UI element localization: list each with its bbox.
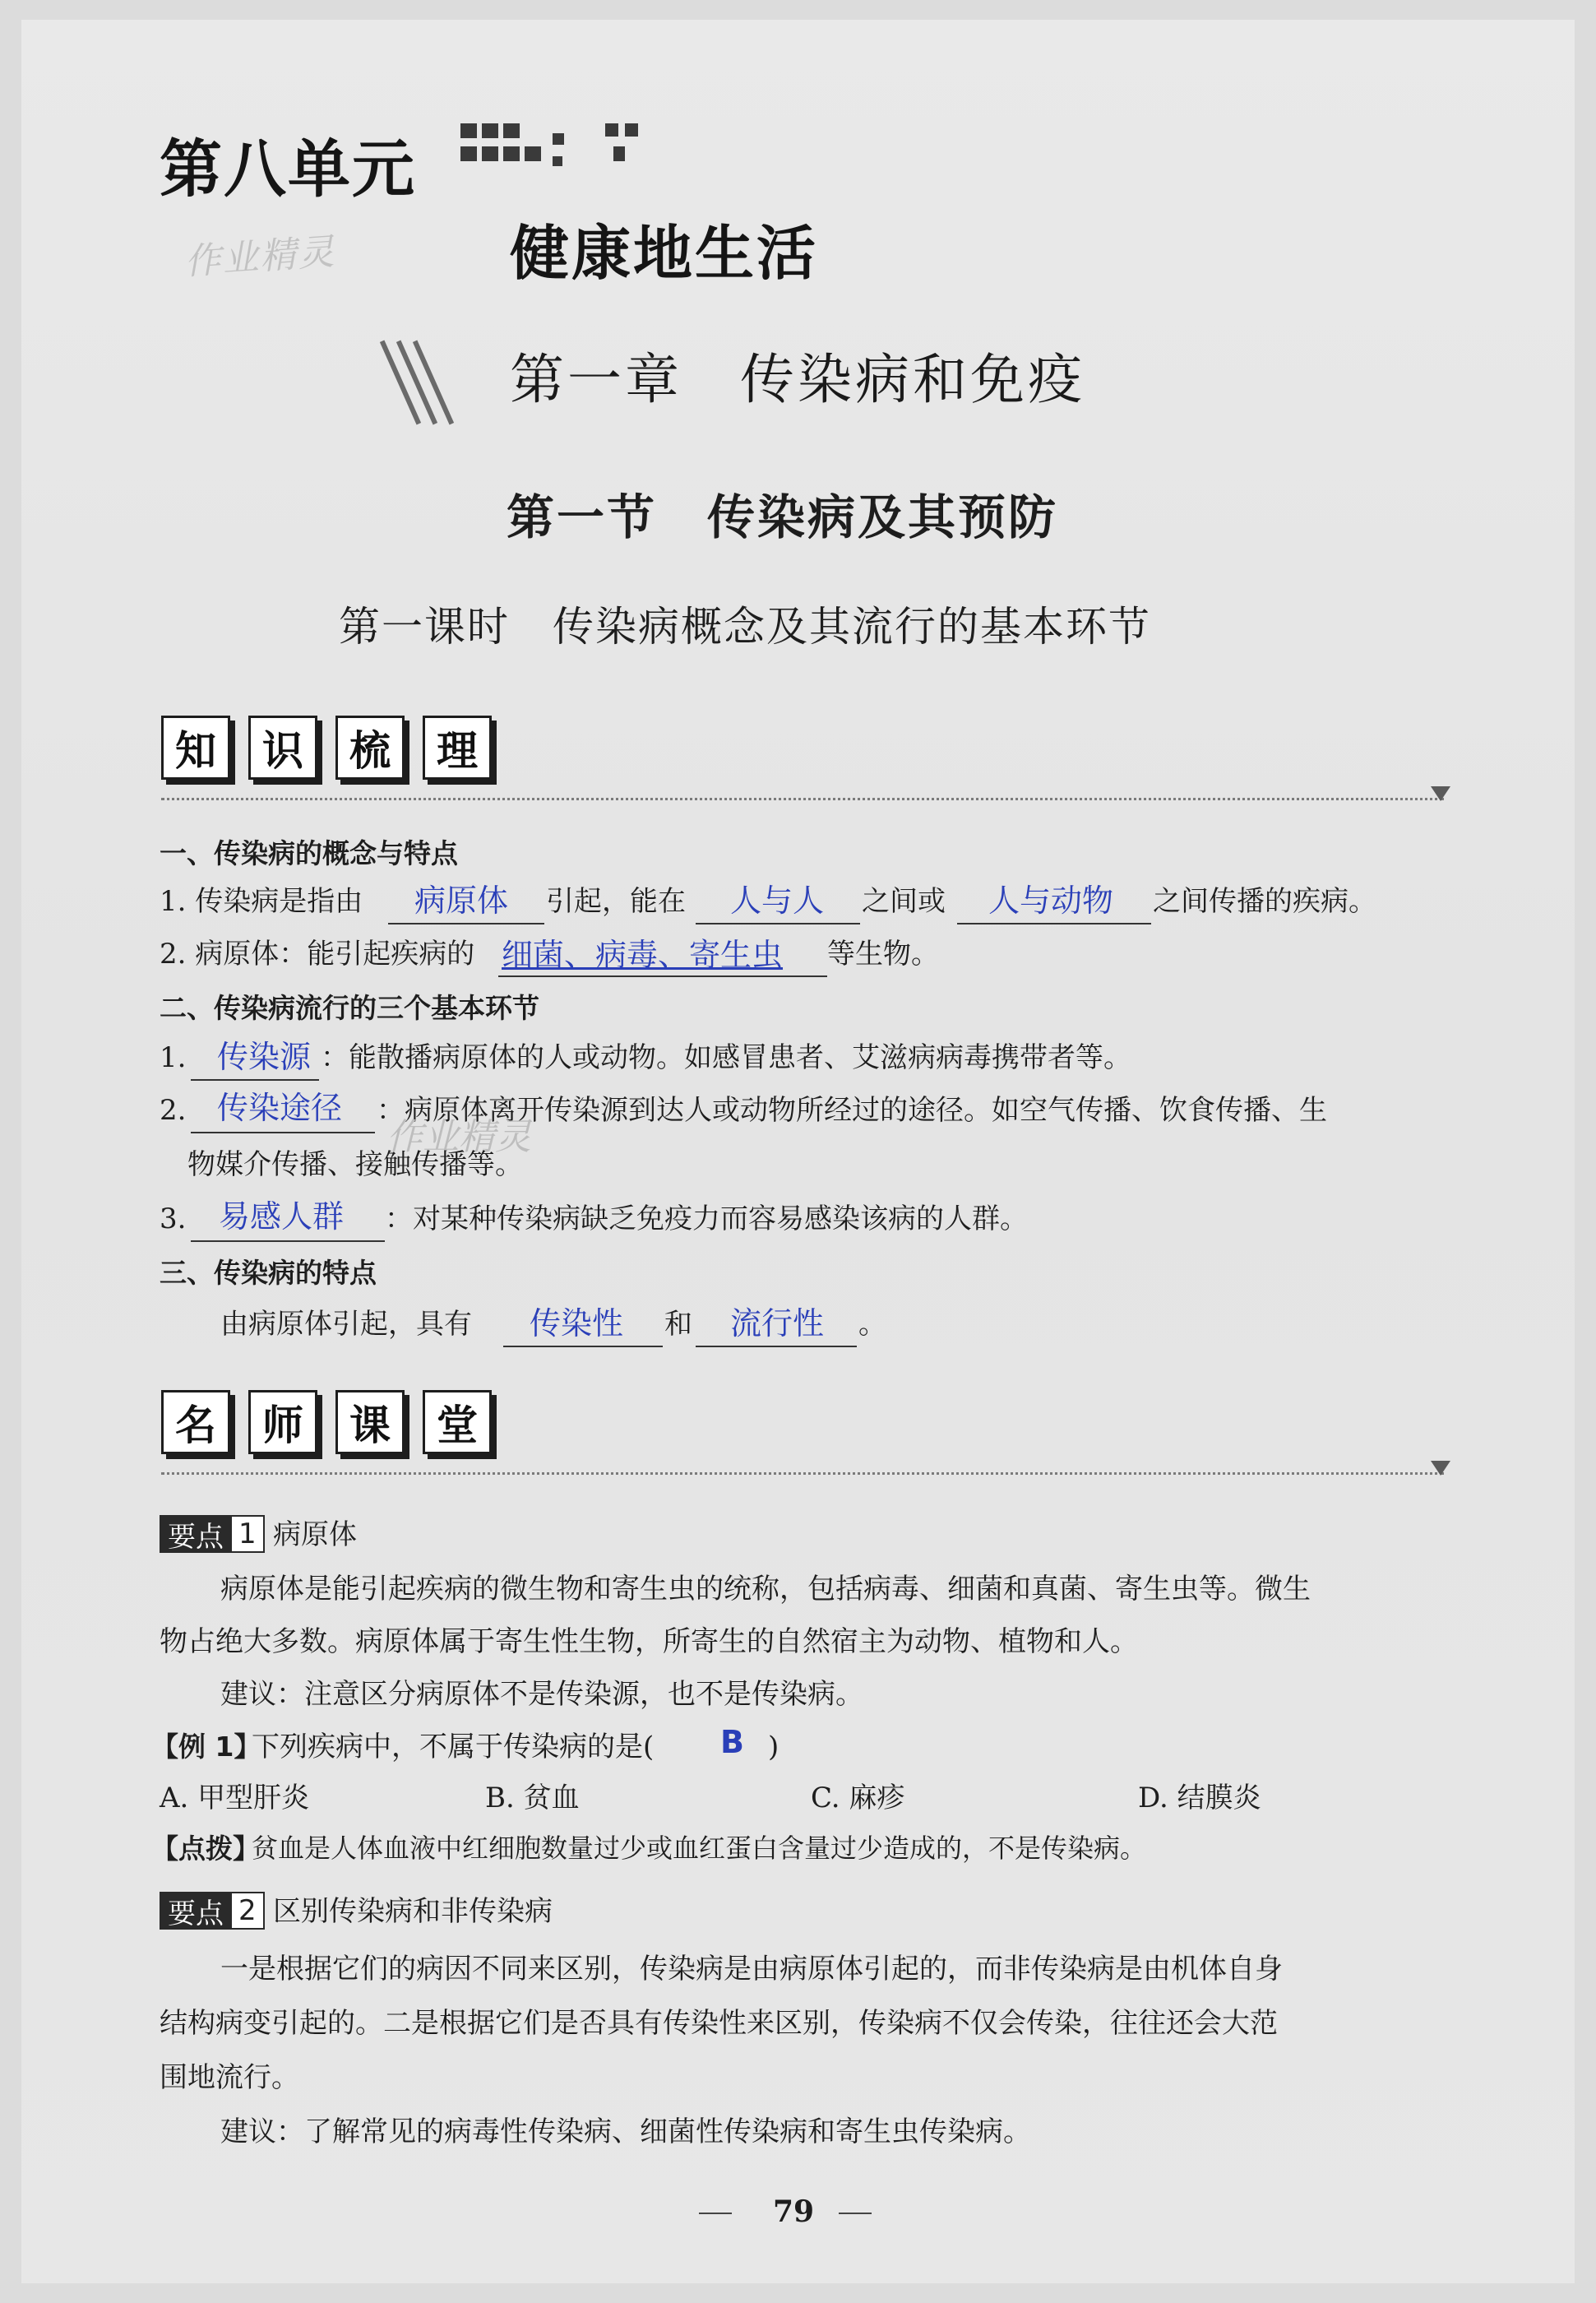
knowledge-review-heading: [161, 716, 492, 780]
answer-blank: [957, 923, 1151, 924]
option-c: C. 麻疹: [811, 1782, 905, 1814]
answer-blank: [696, 1346, 857, 1347]
line-5-text: ：对某种传染病缺乏免疫力而容易感染该病的人群。: [385, 1202, 1028, 1235]
answer-infectious: 传染性: [530, 1305, 624, 1341]
line-1-c: 之间或: [862, 885, 946, 918]
line-6-a: 由病原体引起，具有: [220, 1308, 472, 1341]
answer-human-human: 人与人: [730, 883, 825, 919]
answer-susceptible: 易感人群: [219, 1198, 345, 1235]
key-point-2-para-3: 围地流行。: [160, 2061, 299, 2094]
line-2-a: 2. 病原体：能引起疾病的: [160, 938, 475, 971]
subheading-2: 二、传染病流行的三个基本环节: [160, 992, 539, 1024]
line-6-b: 和: [664, 1308, 692, 1341]
key-point-label: 要点: [160, 1515, 232, 1553]
key-point-2-title: 区别传染病和非传染病: [273, 1895, 553, 1928]
key-point-2-para-2: 结构病变引起的。二是根据它们是否具有传染性来区别，传染病不仅会传染，往往还会大范: [160, 2007, 1278, 2040]
line-1-d: 之间传播的疾病。: [1153, 885, 1376, 918]
unit-title: 第八单元: [160, 132, 416, 206]
answer-blank: [498, 975, 827, 977]
page-number-dash: [839, 2213, 872, 2214]
heading-char: 理: [423, 716, 492, 780]
heading-char: 师: [248, 1390, 317, 1454]
chapter-title: 第一章 传染病和免疫: [510, 348, 1085, 411]
line-3-text: ：能散播病原体的人或动物。如感冒患者、艾滋病病毒携带者等。: [321, 1041, 1131, 1074]
hint-label: 【点拨】: [151, 1833, 260, 1865]
line-4-num: 2.: [160, 1094, 187, 1127]
answer-blank: [191, 1240, 385, 1242]
line-4-text-2: 物媒介传播、接触传播等。: [187, 1148, 523, 1181]
example-1-question: 下列疾病中，不属于传染病的是(: [252, 1731, 655, 1763]
triangle-marker-icon: [1431, 1461, 1450, 1476]
heading-char: 识: [248, 716, 317, 780]
option-d: D. 结膜炎: [1138, 1782, 1261, 1814]
lesson-title: 第一课时 传染病概念及其流行的基本环节: [339, 603, 1151, 651]
answer-blank: [696, 923, 860, 924]
option-b: B. 贫血: [485, 1782, 580, 1814]
key-point-2-advice: 建议：了解常见的病毒性传染病、细菌性传染病和寄生虫传染病。: [220, 2115, 1031, 2148]
option-a: A. 甲型肝炎: [160, 1782, 310, 1814]
line-1-b: 引起，能在: [546, 885, 686, 918]
answer-epidemic: 流行性: [730, 1305, 825, 1341]
heading-char: 课: [335, 1390, 405, 1454]
heading-char: 堂: [423, 1390, 492, 1454]
answer-blank: [191, 1079, 319, 1081]
watermark-logo: 作业精灵: [183, 230, 337, 284]
heading-char: 知: [161, 716, 230, 780]
key-point-tag-2: [160, 1892, 265, 1930]
subheading-1: 一、传染病的概念与特点: [160, 837, 458, 869]
slash-decoration-icon: [386, 337, 444, 428]
part-title: 健康地生活: [510, 219, 819, 288]
subheading-3: 三、传染病的特点: [160, 1257, 377, 1289]
answer-blank: [388, 923, 544, 924]
example-1-paren: ): [768, 1731, 779, 1763]
answer-blank: [503, 1346, 663, 1347]
key-point-label: 要点: [160, 1892, 232, 1930]
watermark-mark: 作业精灵: [386, 1116, 531, 1158]
line-1-a: 1. 传染病是指由: [160, 885, 363, 918]
line-6-c: 。: [858, 1308, 886, 1341]
heading-char: 梳: [335, 716, 405, 780]
line-4-text: ：病原体离开传染源到达人或动物所经过的途径。如空气传播、饮食传播、生: [377, 1094, 1327, 1127]
page-number: 79: [773, 2194, 815, 2229]
line-2-b: 等生物。: [827, 938, 939, 971]
key-point-1-title: 病原体: [273, 1518, 357, 1551]
answer-route: 传染途径: [217, 1090, 343, 1126]
key-point-1-para-2: 物占绝大多数。病原体属于寄生性生物，所寄生的自然宿主为动物、植物和人。: [160, 1625, 1138, 1658]
key-point-1-advice: 建议：注意区分病原体不是传染源，也不是传染病。: [220, 1678, 863, 1711]
dotted-divider: [161, 798, 1444, 800]
dotted-divider: [161, 1472, 1444, 1475]
page-number-dash: [699, 2213, 732, 2214]
decorative-blocks-icon: [460, 123, 658, 181]
example-1-answer: B: [720, 1724, 744, 1760]
hint-text: 贫血是人体血液中红细胞数量过少或血红蛋白含量过少造成的，不是传染病。: [252, 1833, 1147, 1864]
line-3-num: 1.: [160, 1041, 187, 1074]
key-point-number: 1: [232, 1515, 265, 1553]
answer-human-animal: 人与动物: [988, 883, 1114, 919]
heading-char: 名: [161, 1390, 230, 1454]
key-point-1-para-1: 病原体是能引起疾病的微生物和寄生虫的统称，包括病毒、细菌和真菌、寄生虫等。微生: [220, 1573, 1311, 1606]
answer-source: 传染源: [217, 1039, 312, 1075]
line-5-num: 3.: [160, 1202, 187, 1235]
example-1-label: 【例 1】: [151, 1731, 261, 1763]
answer-pathogen: 病原体: [414, 883, 509, 919]
triangle-marker-icon: [1431, 786, 1450, 801]
teacher-class-heading: [161, 1390, 492, 1454]
key-point-2-para-1: 一是根据它们的病因不同来区别，传染病是由病原体引起的，而非传染病是由机体自身: [220, 1953, 1283, 1986]
key-point-number: 2: [232, 1892, 265, 1930]
section-title: 第一节 传染病及其预防: [507, 489, 1059, 545]
answer-pathogen-types: 细菌、病毒、寄生虫: [502, 937, 784, 973]
key-point-tag-1: [160, 1515, 265, 1553]
answer-blank: [191, 1132, 375, 1133]
